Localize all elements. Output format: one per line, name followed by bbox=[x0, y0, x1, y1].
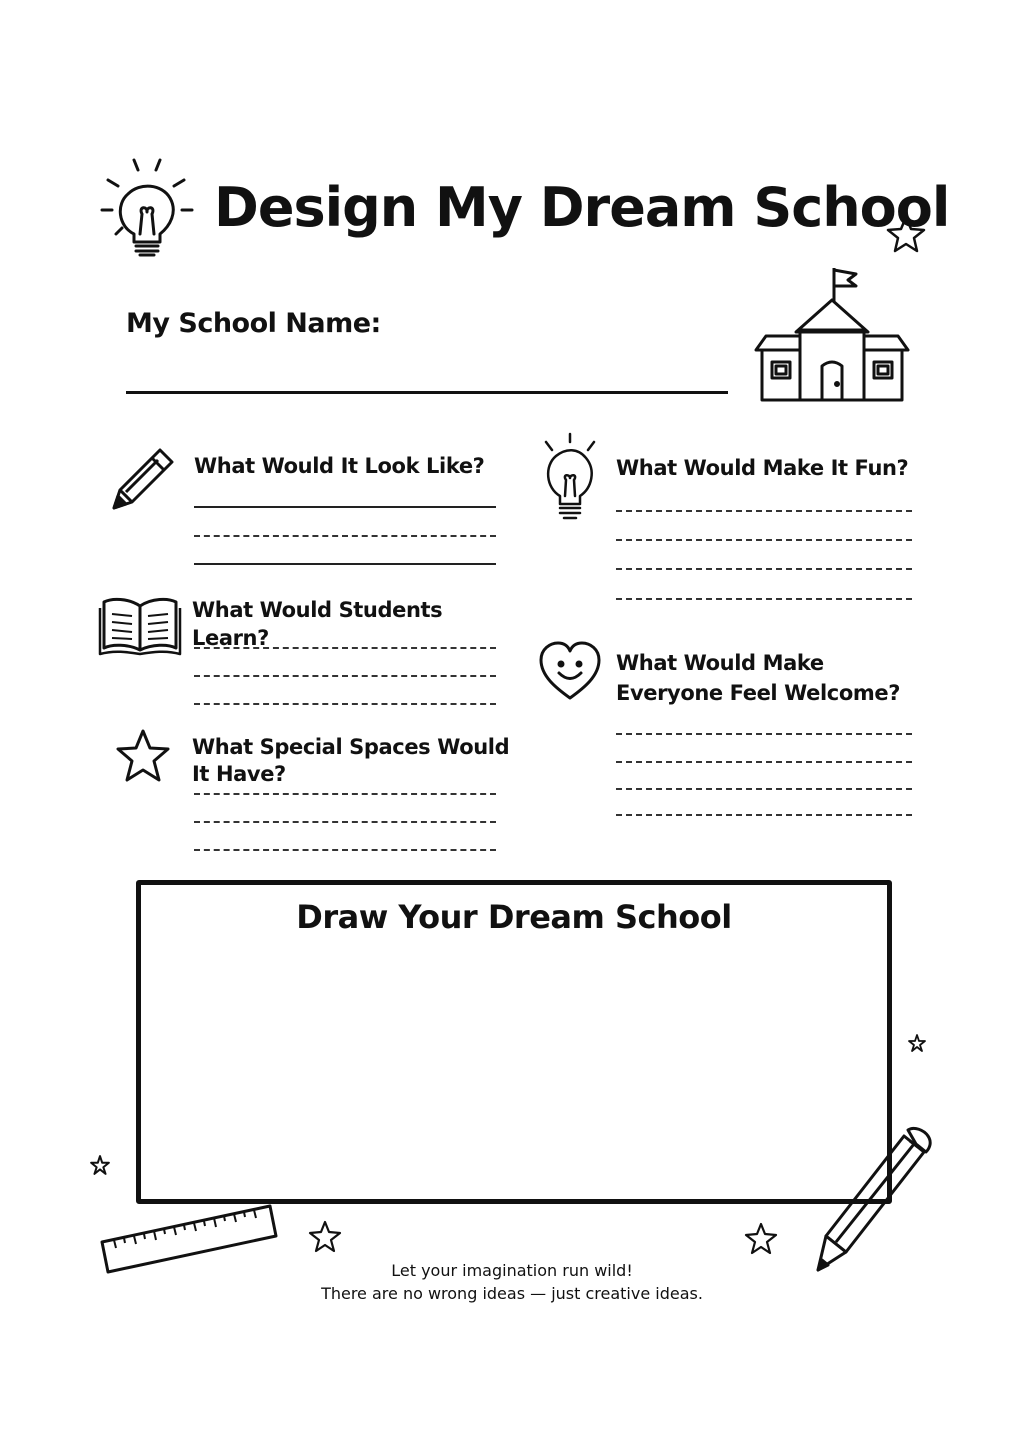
star-icon bbox=[908, 1034, 926, 1052]
star-icon bbox=[308, 1220, 342, 1254]
star-icon bbox=[90, 1155, 110, 1175]
answer-line[interactable] bbox=[616, 814, 912, 816]
question-spaces: What Special Spaces Would It Have? bbox=[192, 735, 510, 786]
answer-line[interactable] bbox=[616, 733, 912, 735]
pencil-icon bbox=[812, 1124, 936, 1276]
school-building-icon bbox=[752, 266, 912, 406]
answer-line[interactable] bbox=[194, 506, 496, 508]
star-icon bbox=[114, 728, 172, 784]
star-icon bbox=[744, 1222, 778, 1256]
answer-line[interactable] bbox=[194, 849, 496, 851]
school-name-line[interactable] bbox=[126, 391, 728, 394]
footer-line-2: There are no wrong ideas — just creative ideas. bbox=[321, 1284, 703, 1303]
answer-line[interactable] bbox=[194, 703, 496, 705]
question-fun: What Would Make It Fun? bbox=[616, 456, 909, 480]
answer-line[interactable] bbox=[194, 793, 496, 795]
answer-line[interactable] bbox=[616, 598, 912, 600]
pencil-icon bbox=[110, 446, 176, 512]
answer-line[interactable] bbox=[616, 568, 912, 570]
lightbulb-icon bbox=[538, 432, 602, 522]
open-book-icon bbox=[98, 592, 182, 656]
heart-smile-icon bbox=[538, 640, 602, 702]
answer-line[interactable] bbox=[616, 510, 912, 512]
answer-line[interactable] bbox=[194, 563, 496, 565]
answer-line[interactable] bbox=[616, 539, 912, 541]
question-learn: What Would Students Learn? bbox=[192, 598, 443, 650]
answer-line[interactable] bbox=[616, 761, 912, 763]
question-look: What Would It Look Like? bbox=[194, 454, 485, 478]
answer-line[interactable] bbox=[194, 821, 496, 823]
drawing-area-title: Draw Your Dream School bbox=[296, 898, 732, 936]
star-icon bbox=[886, 214, 926, 254]
answer-line[interactable] bbox=[194, 647, 496, 649]
page-title: Design My Dream School bbox=[214, 176, 950, 239]
answer-line[interactable] bbox=[616, 788, 912, 790]
footer-line-1: Let your imagination run wild! bbox=[391, 1261, 633, 1280]
answer-line[interactable] bbox=[194, 675, 496, 677]
school-name-label: My School Name: bbox=[126, 308, 381, 339]
answer-line[interactable] bbox=[194, 535, 496, 537]
lightbulb-icon bbox=[98, 156, 194, 260]
question-welcome: What Would Make Everyone Feel Welcome? bbox=[616, 651, 900, 705]
